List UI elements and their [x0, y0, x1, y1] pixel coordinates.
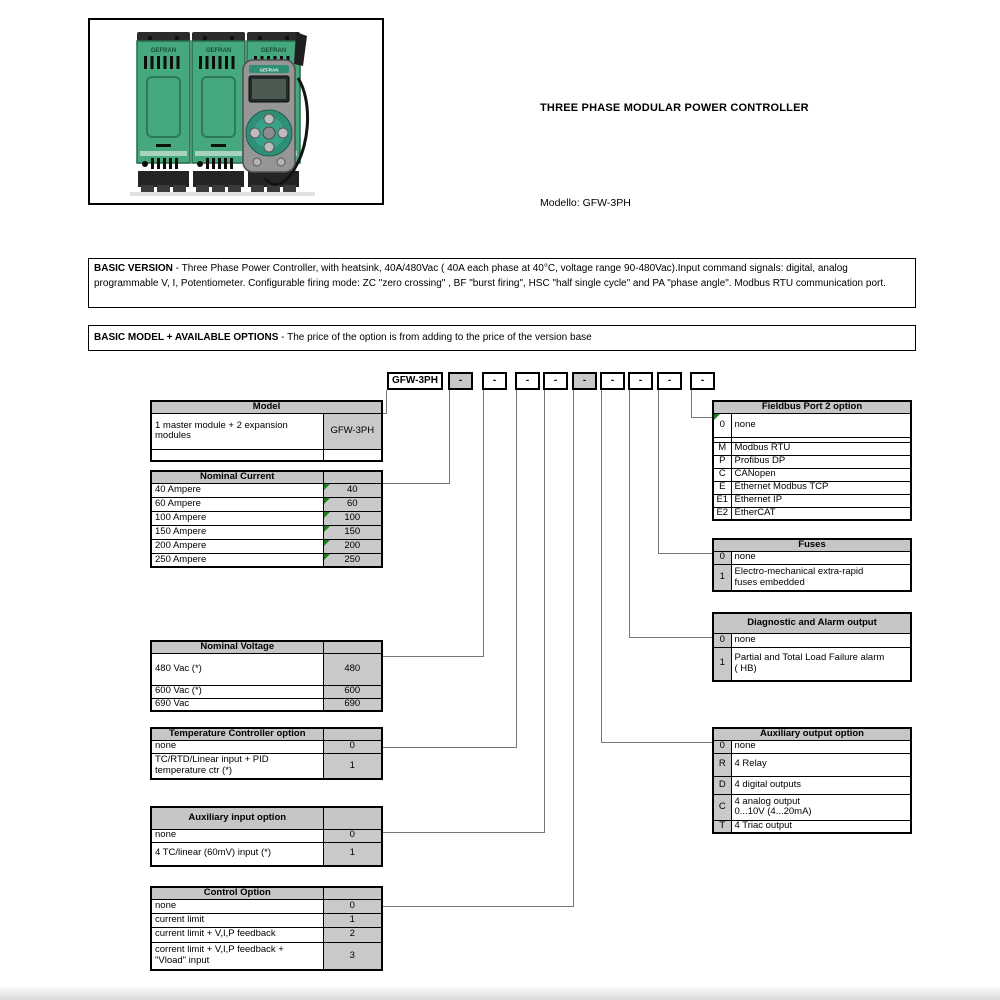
page-edge-shade — [0, 987, 1000, 1000]
basic-model-text: - The price of the option is from adding to the price of the version base — [278, 331, 592, 343]
connector-line — [381, 656, 484, 657]
table-row — [151, 927, 382, 942]
product-photo: GEFRAN GEFRAN — [90, 20, 382, 203]
option-desc: EtherCAT — [731, 507, 911, 520]
option-code: GFW-3PH — [323, 413, 382, 449]
connector-line — [381, 832, 545, 833]
option-code: 1 — [713, 647, 731, 681]
option-desc: Profibus DP — [731, 455, 911, 468]
table-row — [713, 455, 911, 468]
option-code: C — [713, 468, 731, 481]
table-row — [151, 413, 382, 449]
option-code: P — [713, 455, 731, 468]
option-code[interactable]: 200 — [323, 539, 382, 553]
basic-version-label: BASIC VERSION — [94, 263, 173, 274]
option-desc: Ethernet IP — [731, 494, 911, 507]
table-row — [713, 776, 911, 794]
option-code: E1 — [713, 494, 731, 507]
basic-model-label: BASIC MODEL + AVAILABLE OPTIONS — [94, 331, 279, 343]
table-row — [713, 401, 911, 413]
connector-line — [629, 637, 712, 638]
option-code[interactable]: 60 — [323, 497, 382, 511]
order-code-slot-9[interactable]: - — [690, 372, 715, 390]
connector-line — [573, 390, 574, 906]
table-row — [713, 820, 911, 833]
option-desc: none — [731, 740, 911, 753]
option-code[interactable]: 40 — [323, 483, 382, 497]
table-title: Fieldbus Port 2 option — [713, 401, 911, 413]
order-code-model: GFW-3PH — [387, 372, 443, 390]
option-code: 2 — [323, 927, 382, 942]
order-code-slot-4[interactable]: - — [543, 372, 568, 390]
option-desc: 480 Vac (*) — [151, 653, 323, 685]
option-code[interactable]: 100 — [323, 511, 382, 525]
connector-line — [449, 390, 450, 484]
connector-line — [381, 483, 450, 484]
table-title: Auxiliary input option — [151, 807, 323, 829]
table-row — [713, 633, 911, 647]
option-desc: 4 analog output 0...10V (4...20mA) — [731, 794, 911, 820]
order-code-slot-8[interactable]: - — [657, 372, 682, 390]
option-code: R — [713, 753, 731, 776]
option-desc: none — [151, 899, 323, 913]
option-desc: Modbus RTU — [731, 442, 911, 455]
option-code: 690 — [323, 698, 382, 711]
option-code: C — [713, 794, 731, 820]
option-desc: 100 Ampere — [151, 511, 323, 525]
table-row — [713, 753, 911, 776]
option-code: 0 — [713, 740, 731, 753]
option-desc: 600 Vac (*) — [151, 685, 323, 698]
photo-shadow — [130, 192, 315, 196]
option-code: 0 — [713, 551, 731, 564]
table-auxiliary-output — [712, 727, 912, 834]
option-code: 0 — [323, 829, 382, 842]
table-title: Nominal Current — [151, 471, 323, 483]
basic-model-box — [88, 325, 916, 351]
table-model — [150, 400, 383, 462]
table-fuses — [712, 538, 912, 592]
option-code: E — [713, 481, 731, 494]
table-row — [151, 842, 382, 866]
order-code-slot-3[interactable]: - — [515, 372, 540, 390]
cable-strap — [294, 32, 307, 66]
connector-line — [629, 390, 630, 637]
table-title: Nominal Voltage — [151, 641, 323, 653]
connector-line — [483, 390, 484, 656]
table-row — [151, 753, 382, 779]
table-row — [713, 442, 911, 455]
connector-line — [381, 906, 574, 907]
table-row — [713, 564, 911, 591]
table-title: Temperature Controller option — [151, 728, 323, 740]
order-code-slot-5[interactable]: - — [572, 372, 597, 390]
table-row — [151, 728, 382, 740]
table-row — [151, 913, 382, 927]
table-diagnostic-alarm — [712, 612, 912, 682]
option-desc: none — [151, 740, 323, 753]
connector-line — [516, 390, 517, 747]
option-code: 0 — [323, 740, 382, 753]
table-row — [151, 829, 382, 842]
table-row — [151, 887, 382, 899]
option-desc: Electro-mechanical extra-rapid fuses embedded — [731, 564, 911, 591]
option-desc: TC/RTD/Linear input + PID temperature ctr (*) — [151, 753, 323, 779]
option-desc: 200 Ampere — [151, 539, 323, 553]
connector-line — [658, 553, 712, 554]
table-temperature-controller — [150, 727, 383, 780]
table-row — [151, 449, 382, 461]
connector-line — [601, 390, 602, 742]
table-row — [151, 471, 382, 483]
option-desc: current limit + V,I,P feedback — [151, 927, 323, 942]
option-code: 1 — [713, 564, 731, 591]
table-row — [151, 553, 382, 567]
table-row — [151, 698, 382, 711]
option-desc: none — [731, 633, 911, 647]
table-title: Fuses — [713, 539, 911, 551]
hand-programmer — [243, 60, 295, 172]
table-fieldbus-port2 — [712, 400, 912, 521]
table-title: Model — [151, 401, 382, 413]
svg-text:GEFRAN: GEFRAN — [259, 67, 279, 73]
connector-line — [601, 742, 712, 743]
table-row — [713, 613, 911, 633]
option-code: 480 — [323, 653, 382, 685]
option-code: E2 — [713, 507, 731, 520]
order-code-slot-7[interactable]: - — [628, 372, 653, 390]
option-desc: 150 Ampere — [151, 525, 323, 539]
option-desc: 250 Ampere — [151, 553, 323, 567]
option-code[interactable]: 250 — [323, 553, 382, 567]
table-row — [151, 401, 382, 413]
option-code[interactable]: 0 — [713, 413, 731, 437]
module-1 — [137, 32, 190, 192]
module-2 — [192, 32, 245, 192]
option-desc: none — [731, 551, 911, 564]
option-desc: none — [731, 413, 911, 437]
option-code — [323, 449, 382, 461]
option-code: 0 — [713, 633, 731, 647]
table-row — [713, 740, 911, 753]
table-row — [713, 468, 911, 481]
table-row — [151, 539, 382, 553]
table-row — [713, 507, 911, 520]
product-photo-frame — [88, 18, 384, 205]
option-desc: Partial and Total Load Failure alarm ( HB) — [731, 647, 911, 681]
model-line: Modello: GFW-3PH — [540, 197, 631, 209]
page-title: THREE PHASE MODULAR POWER CONTROLLER — [540, 102, 809, 114]
option-desc: 690 Vac — [151, 698, 323, 711]
table-row — [151, 511, 382, 525]
option-code: 1 — [323, 753, 382, 779]
table-row — [713, 647, 911, 681]
table-row — [713, 413, 911, 437]
connector-line — [691, 417, 712, 418]
option-desc: current limit — [151, 913, 323, 927]
connector-line — [544, 390, 545, 832]
table-row — [713, 494, 911, 507]
table-row — [151, 653, 382, 685]
option-desc: 4 digital outputs — [731, 776, 911, 794]
option-desc: 4 Relay — [731, 753, 911, 776]
option-code: 3 — [323, 942, 382, 970]
option-code: T — [713, 820, 731, 833]
basic-version-box — [88, 258, 916, 308]
table-row — [151, 807, 382, 829]
table-row — [713, 539, 911, 551]
table-nominal-voltage — [150, 640, 383, 712]
option-code: 0 — [323, 899, 382, 913]
option-desc — [151, 449, 323, 461]
option-code[interactable]: 150 — [323, 525, 382, 539]
table-title: Diagnostic and Alarm output — [713, 613, 911, 633]
table-row — [151, 483, 382, 497]
option-desc: corrent limit + V,I,P feedback + "Vload" input — [151, 942, 323, 970]
option-code: 1 — [323, 913, 382, 927]
option-code: 600 — [323, 685, 382, 698]
order-code-slot-1[interactable]: - — [448, 372, 473, 390]
table-nominal-current — [150, 470, 383, 568]
table-auxiliary-input — [150, 806, 383, 867]
option-desc: none — [151, 829, 323, 842]
order-code-slot-2[interactable]: - — [482, 372, 507, 390]
option-desc: 4 Triac output — [731, 820, 911, 833]
option-desc: 4 TC/linear (60mV) input (*) — [151, 842, 323, 866]
order-code-slot-6[interactable]: - — [600, 372, 625, 390]
option-code: D — [713, 776, 731, 794]
option-code: 1 — [323, 842, 382, 866]
option-desc: Ethernet Modbus TCP — [731, 481, 911, 494]
connector-line — [658, 390, 659, 553]
table-row — [151, 525, 382, 539]
option-code: M — [713, 442, 731, 455]
table-row — [713, 551, 911, 564]
table-row — [151, 685, 382, 698]
option-desc: 60 Ampere — [151, 497, 323, 511]
table-title: Auxiliary output option — [713, 728, 911, 740]
table-row — [151, 942, 382, 970]
table-row — [151, 740, 382, 753]
option-desc: 1 master module + 2 expansion modules — [151, 413, 323, 449]
connector-line — [386, 390, 387, 413]
table-title: Control Option — [151, 887, 323, 899]
connector-line — [691, 390, 692, 417]
option-desc: 40 Ampere — [151, 483, 323, 497]
table-row — [713, 481, 911, 494]
table-row — [713, 794, 911, 820]
table-row — [713, 728, 911, 740]
basic-version-text: - Three Phase Power Controller, with heatsink, 40A/480Vac ( 40A each phase at 40°C, voltage range 90-480Vac).Input command signals: digital, analog programmable V, I, Potentiometer. Configurable firing mode: ZC "zero crossing" , BF "burst firing", HSC "half single cycle" and PA "phase angle". Modbus RTU communication port. — [94, 263, 886, 289]
table-control-option — [150, 886, 383, 971]
connector-line — [381, 747, 517, 748]
table-row — [151, 641, 382, 653]
table-row — [151, 497, 382, 511]
table-row — [151, 899, 382, 913]
option-desc: CANopen — [731, 468, 911, 481]
